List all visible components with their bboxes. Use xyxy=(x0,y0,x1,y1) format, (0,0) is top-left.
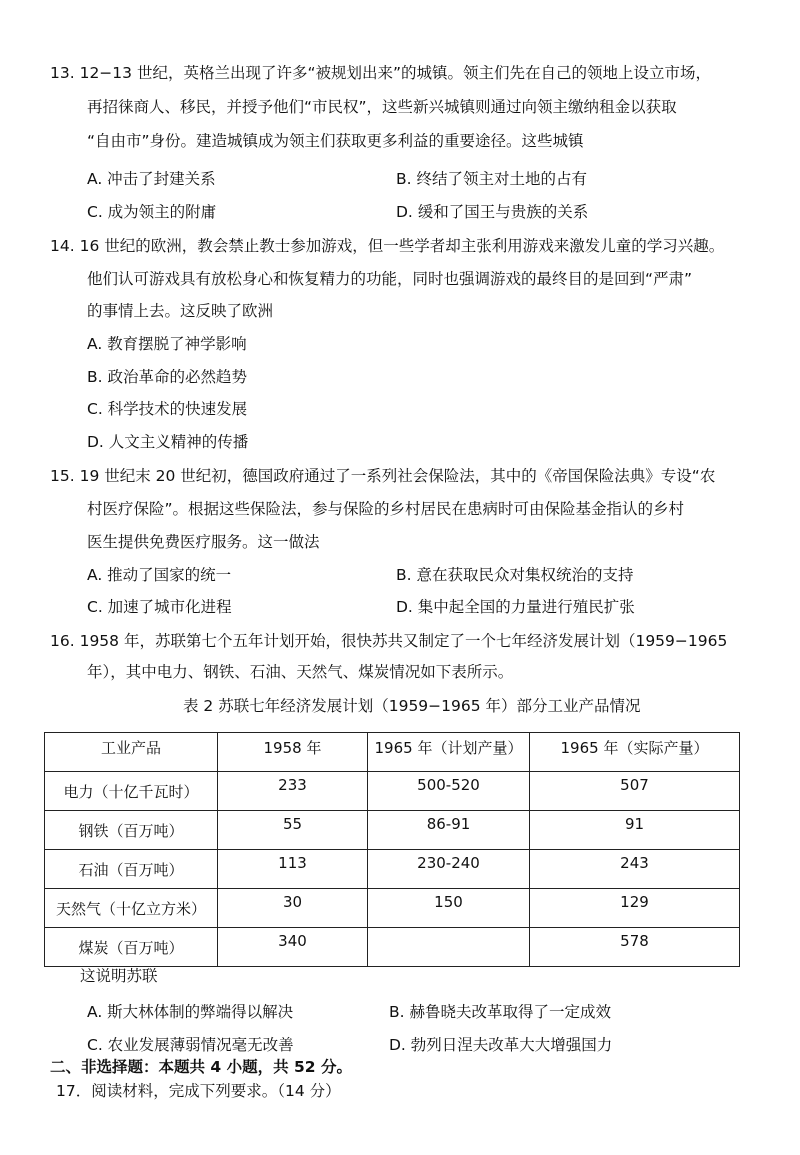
q16-question-stem: 这说明苏联 xyxy=(80,967,158,985)
q16-stem-line2: 年），其中电力、钢铁、石油、天然气、煤炭情况如下表所示。 xyxy=(87,663,514,681)
table-row xyxy=(45,928,740,967)
q14-option-c: C. 科学技术的快速发展 xyxy=(87,400,248,418)
q13-stem-line2: 再招徕商人、移民，并授予他们“市民权”，这些新兴城镇则通过向领主缴纳租金以获取 xyxy=(87,98,677,116)
section-title: 二、非选择题：本题共 4 小题，共 52 分。 xyxy=(50,1058,352,1076)
table-header-cell: 1965 年（计划产量） xyxy=(368,733,530,772)
table-cell: 243 xyxy=(530,850,740,889)
q15-option-b: B. 意在获取民众对集权统治的支持 xyxy=(396,566,634,584)
table-cell: 天然气（十亿立方米） xyxy=(45,889,218,928)
table-row xyxy=(45,811,740,850)
table-caption: 表 2 苏联七年经济发展计划（1959−1965 年）部分工业产品情况 xyxy=(183,697,641,715)
table-header-row xyxy=(45,733,740,772)
table-cell: 30 xyxy=(218,889,368,928)
table-header-cell: 1958 年 xyxy=(218,733,368,772)
table-header-cell: 1965 年（实际产量） xyxy=(530,733,740,772)
q13-stem-line1: 13. 12−13 世纪，英格兰出现了许多“被规划出来”的城镇。领主们先在自己的领地上设立市场， xyxy=(50,64,712,82)
table-cell: 507 xyxy=(530,772,740,811)
q15-option-d: D. 集中起全国的力量进行殖民扩张 xyxy=(396,598,635,616)
table-cell: 91 xyxy=(530,811,740,850)
q16-option-b: B. 赫鲁晓夫改革取得了一定成效 xyxy=(389,1003,611,1021)
table-cell: 55 xyxy=(218,811,368,850)
q14-option-d: D. 人文主义精神的传播 xyxy=(87,433,249,451)
q15-stem-line1: 15. 19 世纪末 20 世纪初，德国政府通过了一系列社会保险法，其中的《帝国保险法典》专设“农 xyxy=(50,467,716,485)
q16-option-a: A. 斯大林体制的弊端得以解决 xyxy=(87,1003,294,1021)
q17-stem-line1: 17．阅读材料，完成下列要求。（14 分） xyxy=(56,1082,341,1100)
table-header-cell: 工业产品 xyxy=(45,733,218,772)
q14-stem-line1: 14. 16 世纪的欧洲，教会禁止教士参加游戏，但一些学者却主张利用游戏来激发儿童的学习兴趣。 xyxy=(50,237,725,255)
table-cell: 钢铁（百万吨） xyxy=(45,811,218,850)
q14-option-b: B. 政治革命的必然趋势 xyxy=(87,368,247,386)
table-cell: 煤炭（百万吨） xyxy=(45,928,218,967)
q15-stem-line2: 村医疗保险”。根据这些保险法，参与保险的乡村居民在患病时可由保险基金指认的乡村 xyxy=(87,500,685,518)
q13-option-a: A. 冲击了封建关系 xyxy=(87,170,216,188)
q13-option-d: D. 缓和了国王与贵族的关系 xyxy=(396,203,589,221)
table-cell: 129 xyxy=(530,889,740,928)
q15-option-a: A. 推动了国家的统一 xyxy=(87,566,232,584)
table-cell: 150 xyxy=(368,889,530,928)
table-cell: 578 xyxy=(530,928,740,967)
q14-option-a: A. 教育摆脱了神学影响 xyxy=(87,335,247,353)
q14-stem-line3: 的事情上去。这反映了欧洲 xyxy=(87,302,274,320)
table-cell: 340 xyxy=(218,928,368,967)
table-cell: 230-240 xyxy=(368,850,530,889)
table-cell: 113 xyxy=(218,850,368,889)
table-row xyxy=(45,850,740,889)
table-cell: 86-91 xyxy=(368,811,530,850)
q16-option-d: D. 勃列日涅夫改革大大增强国力 xyxy=(389,1036,613,1054)
production-table xyxy=(44,732,740,967)
q13-option-b: B. 终结了领主对土地的占有 xyxy=(396,170,587,188)
q16-option-c: C. 农业发展薄弱情况毫无改善 xyxy=(87,1036,294,1054)
q14-stem-line2: 他们认可游戏具有放松身心和恢复精力的功能，同时也强调游戏的最终目的是回到“严肃” xyxy=(87,270,693,288)
table-cell: 500-520 xyxy=(368,772,530,811)
table-cell: 电力（十亿千瓦时） xyxy=(45,772,218,811)
table-row xyxy=(45,889,740,928)
q15-option-c: C. 加速了城市化进程 xyxy=(87,598,232,616)
table-cell xyxy=(368,928,530,967)
q16-stem-line1: 16. 1958 年，苏联第七个五年计划开始，很快苏共又制定了一个七年经济发展计划（1959−1965 xyxy=(50,632,728,650)
table-row xyxy=(45,772,740,811)
table-cell: 233 xyxy=(218,772,368,811)
q13-option-c: C. 成为领主的附庸 xyxy=(87,203,217,221)
table-cell: 石油（百万吨） xyxy=(45,850,218,889)
q15-stem-line3: 医生提供免费医疗服务。这一做法 xyxy=(87,533,320,551)
q13-stem-line3: “自由市”身份。建造城镇成为领主们获取更多利益的重要途径。这些城镇 xyxy=(87,132,584,150)
